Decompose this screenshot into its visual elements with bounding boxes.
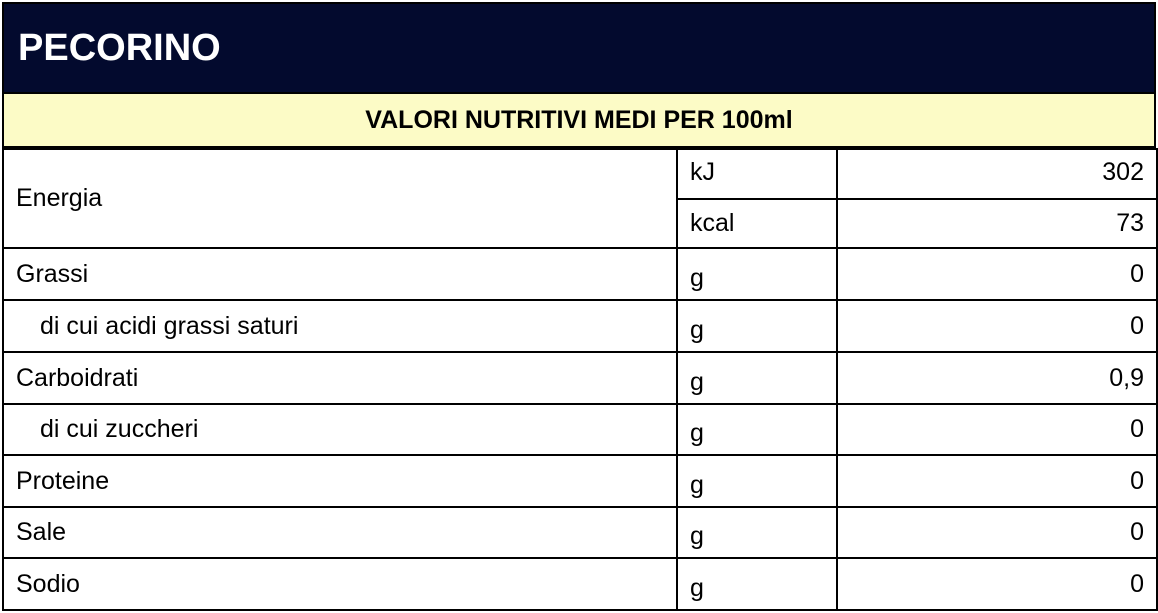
row-label-carboidrati: Carboidrati [3, 352, 677, 404]
table-row-sodio [3, 558, 1157, 610]
unit-kcal: kcal [677, 199, 837, 248]
table-row-sale [3, 507, 1157, 558]
table-row-grassi [3, 248, 1157, 300]
unit-zuccheri: g [677, 404, 837, 455]
table-row-carboidrati [3, 352, 1157, 404]
value-carboidrati: 0,9 [837, 352, 1157, 404]
unit-grassi: g [677, 248, 837, 300]
table-row-energia-kj [3, 149, 1157, 199]
product-title: PECORINO [18, 26, 221, 69]
unit-carboidrati: g [677, 352, 837, 404]
unit-proteine: g [677, 455, 837, 507]
row-label-sodio: Sodio [3, 558, 677, 610]
value-saturi: 0 [837, 300, 1157, 352]
unit-kj: kJ [677, 149, 837, 199]
table-row-saturi [3, 300, 1157, 352]
unit-sale: g [677, 507, 837, 558]
nutrition-table [2, 148, 1158, 611]
value-sodio: 0 [837, 558, 1157, 610]
value-kj: 302 [837, 149, 1157, 199]
value-sale: 0 [837, 507, 1157, 558]
table-row-zuccheri [3, 404, 1157, 455]
value-grassi: 0 [837, 248, 1157, 300]
product-title-bar [2, 2, 1156, 94]
value-zuccheri: 0 [837, 404, 1157, 455]
row-label-saturi: di cui acidi grassi saturi [3, 300, 677, 352]
value-proteine: 0 [837, 455, 1157, 507]
value-kcal: 73 [837, 199, 1157, 248]
nutrition-header-bar [2, 94, 1156, 148]
nutrition-header: VALORI NUTRITIVI MEDI PER 100ml [365, 105, 793, 134]
table-row-proteine [3, 455, 1157, 507]
row-label-grassi: Grassi [3, 248, 677, 300]
row-label-sale: Sale [3, 507, 677, 558]
row-label-zuccheri: di cui zuccheri [3, 404, 677, 455]
row-label-proteine: Proteine [3, 455, 677, 507]
row-label-energia: Energia [3, 149, 677, 248]
unit-saturi: g [677, 300, 837, 352]
unit-sodio: g [677, 558, 837, 610]
